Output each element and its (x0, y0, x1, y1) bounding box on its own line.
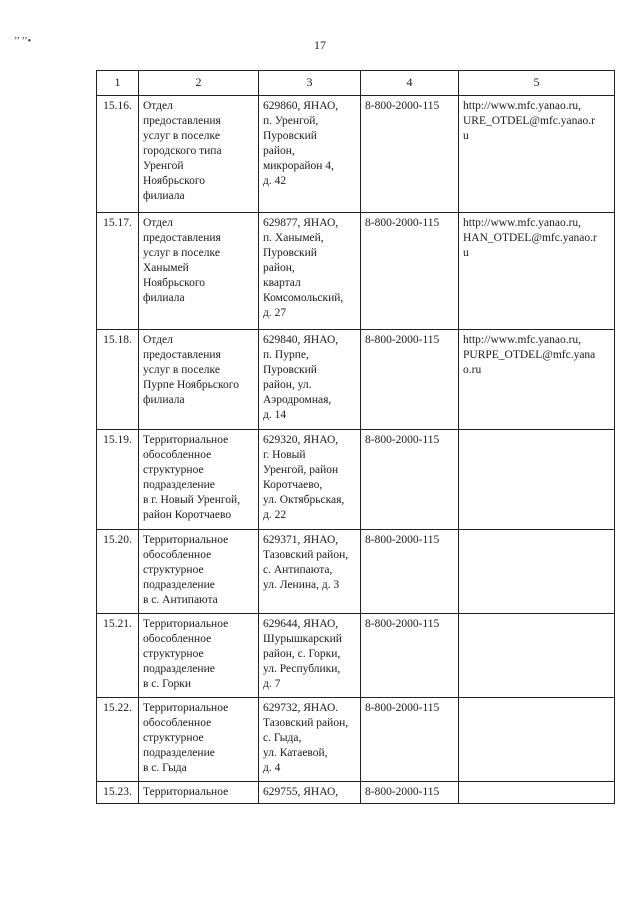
row-number: 15.19. (97, 430, 139, 530)
row-number: 15.20. (97, 530, 139, 614)
row-number: 15.18. (97, 330, 139, 430)
row-number: 15.23. (97, 782, 139, 804)
column-header-1: 1 (97, 71, 139, 96)
table-header-row (97, 71, 615, 96)
office-phone: 8-800-2000-115 (361, 213, 459, 330)
table-row (97, 614, 615, 698)
office-name: Территориальное обособленное структурное подразделение в г. Новый Уренгой, район Коротчаево (139, 430, 259, 530)
office-address: 629644, ЯНАО, Шурышкарский район, с. Горки, ул. Республики, д. 7 (259, 614, 361, 698)
table-row (97, 96, 615, 213)
table-row (97, 330, 615, 430)
column-header-4: 4 (361, 71, 459, 96)
office-phone: 8-800-2000-115 (361, 430, 459, 530)
table-row (97, 530, 615, 614)
scan-specks: ’’ ’’• (14, 36, 32, 47)
office-contacts (459, 698, 615, 782)
row-number: 15.17. (97, 213, 139, 330)
row-number: 15.16. (97, 96, 139, 213)
table-row (97, 430, 615, 530)
office-name: Территориальное обособленное структурное подразделение в с. Горки (139, 614, 259, 698)
office-phone: 8-800-2000-115 (361, 330, 459, 430)
office-address: 629877, ЯНАО, п. Ханымей, Пуровский район, квартал Комсомольский, д. 27 (259, 213, 361, 330)
office-address: 629320, ЯНАО, г. Новый Уренгой, район Коротчаево, ул. Октябрьская, д. 22 (259, 430, 361, 530)
office-name: Отдел предоставления услуг в поселке Пурпе Ноябрьского филиала (139, 330, 259, 430)
column-header-3: 3 (259, 71, 361, 96)
page-number: 17 (314, 38, 326, 52)
column-header-2: 2 (139, 71, 259, 96)
office-contacts: http://www.mfc.yanao.ru, URE_OTDEL@mfc.yanao.r u (459, 96, 615, 213)
office-name: Отдел предоставления услуг в поселке городского типа Уренгой Ноябрьского филиала (139, 96, 259, 213)
office-phone: 8-800-2000-115 (361, 698, 459, 782)
row-number: 15.21. (97, 614, 139, 698)
office-contacts (459, 430, 615, 530)
office-phone: 8-800-2000-115 (361, 614, 459, 698)
office-phone: 8-800-2000-115 (361, 530, 459, 614)
office-address: 629755, ЯНАО, (259, 782, 361, 804)
table-row (97, 782, 615, 804)
office-name: Территориальное (139, 782, 259, 804)
office-contacts (459, 614, 615, 698)
office-name: Территориальное обособленное структурное подразделение в с. Антипаюта (139, 530, 259, 614)
office-contacts (459, 530, 615, 614)
office-name: Отдел предоставления услуг в поселке Ханымей Ноябрьского филиала (139, 213, 259, 330)
office-phone: 8-800-2000-115 (361, 782, 459, 804)
office-address: 629371, ЯНАО, Тазовский район, с. Антипаюта, ул. Ленина, д. 3 (259, 530, 361, 614)
row-number: 15.22. (97, 698, 139, 782)
office-contacts (459, 782, 615, 804)
office-name: Территориальное обособленное структурное подразделение в с. Гыда (139, 698, 259, 782)
office-address: 629840, ЯНАО, п. Пурпе, Пуровский район, ул. Аэродромная, д. 14 (259, 330, 361, 430)
office-address: 629860, ЯНАО, п. Уренгой, Пуровский район, микрорайон 4, д. 42 (259, 96, 361, 213)
column-header-5: 5 (459, 71, 615, 96)
table-row (97, 698, 615, 782)
office-contacts: http://www.mfc.yanao.ru, PURPE_OTDEL@mfc.yana o.ru (459, 330, 615, 430)
mfc-offices-table (96, 70, 615, 804)
table-row (97, 213, 615, 330)
office-phone: 8-800-2000-115 (361, 96, 459, 213)
office-address: 629732, ЯНАО. Тазовский район, с. Гыда, ул. Катаевой, д. 4 (259, 698, 361, 782)
office-contacts: http://www.mfc.yanao.ru, HAN_OTDEL@mfc.yanao.r u (459, 213, 615, 330)
